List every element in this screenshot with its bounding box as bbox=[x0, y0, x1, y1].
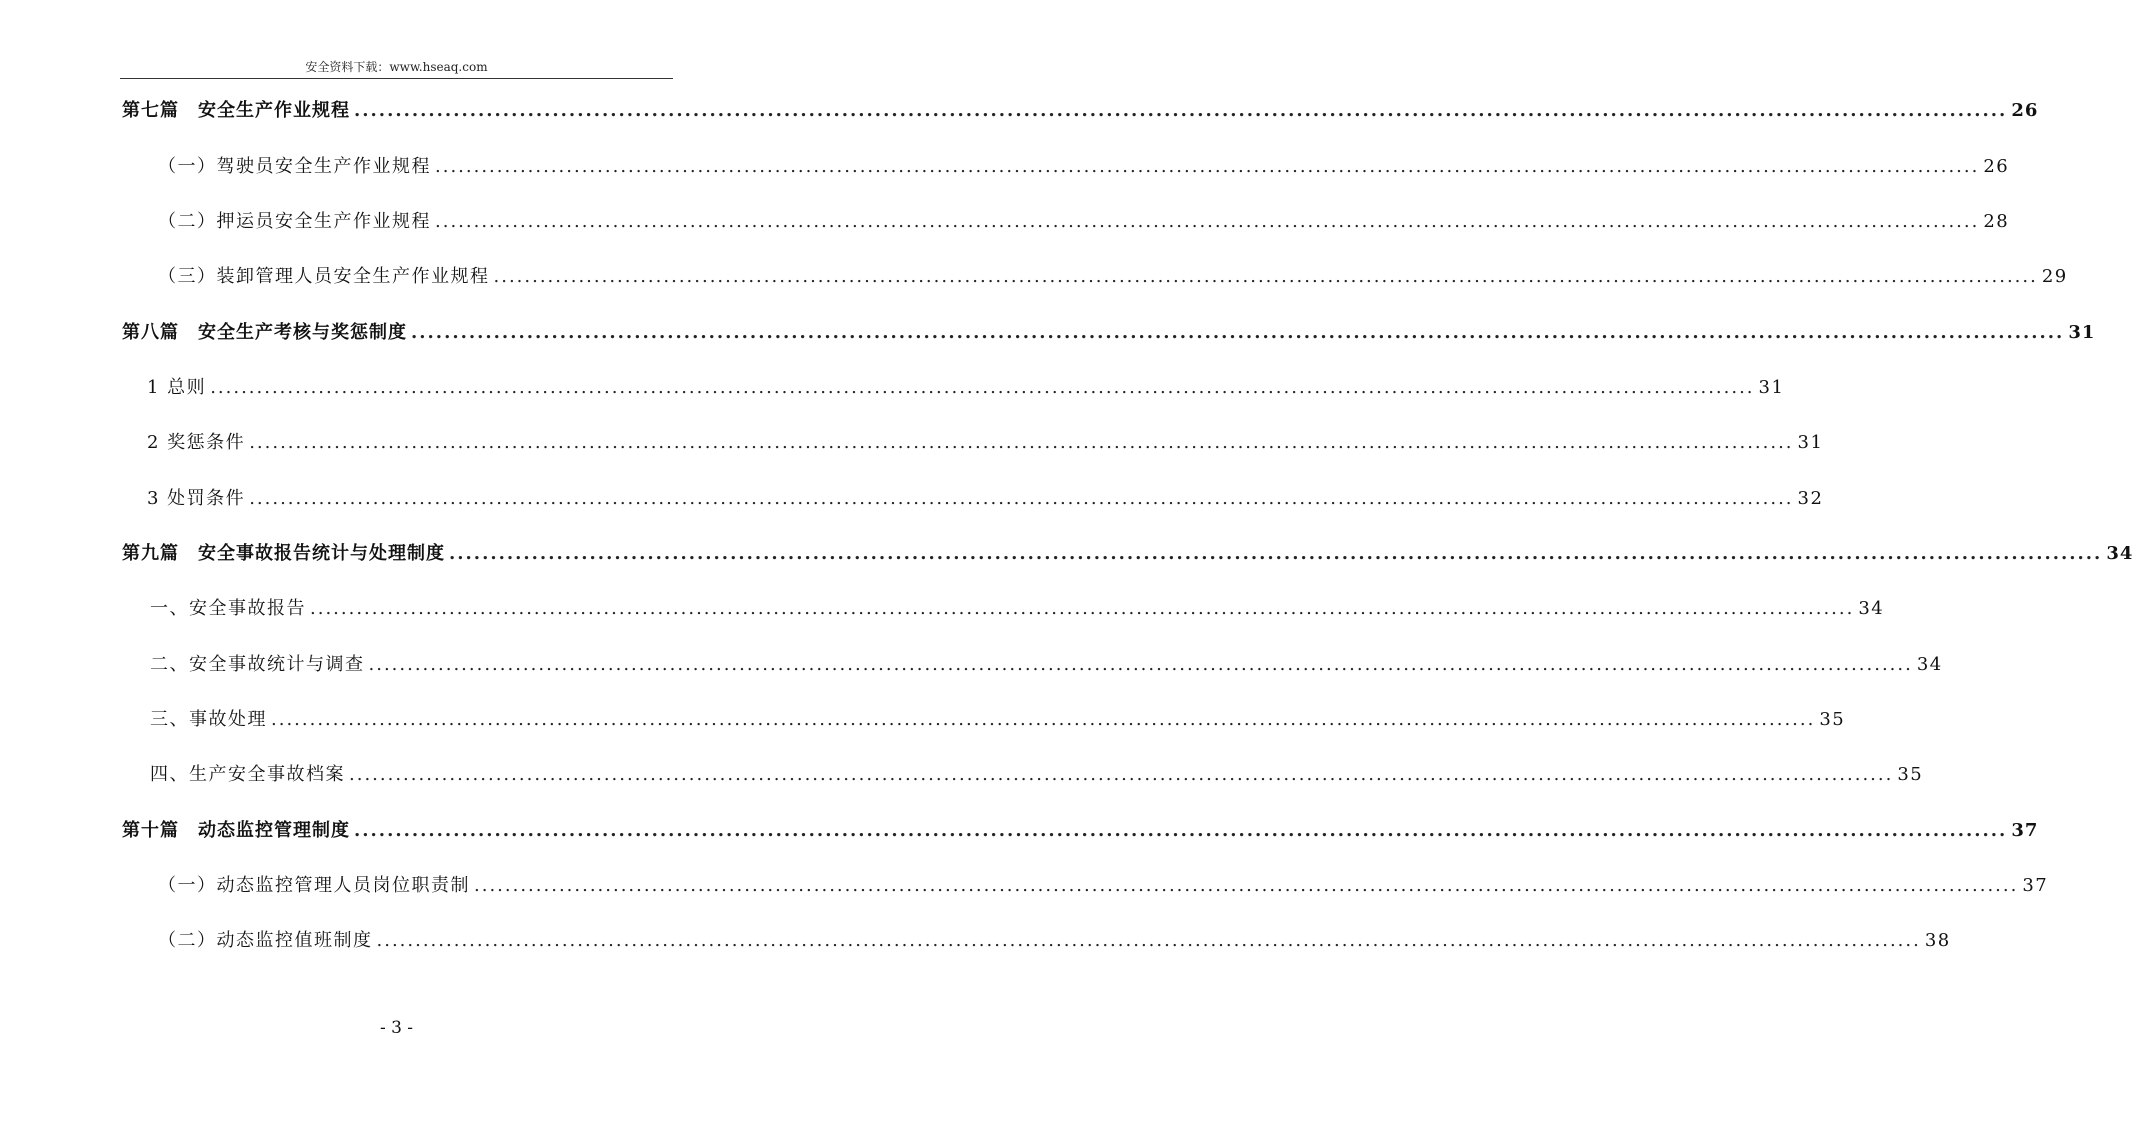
header-divider bbox=[120, 78, 673, 79]
toc-entry[interactable] bbox=[122, 96, 2039, 126]
toc-entry-title: 3 处罚条件 bbox=[147, 488, 246, 509]
toc-entry-title: 一、安全事故报告 bbox=[150, 598, 306, 619]
dot-leader: ........................................................................................................................................................................................................ bbox=[376, 930, 1921, 951]
dot-leader: ........................................................................................................................................................................................................ bbox=[411, 322, 2065, 343]
dot-leader: ........................................................................................................................................................................................................ bbox=[354, 100, 2008, 121]
header-text: 安全资料下载：www.hseaq.com bbox=[305, 60, 488, 74]
toc-entry-title: （一）动态监控管理人员岗位职责制 bbox=[158, 875, 470, 896]
dot-leader: ........................................................................................................................................................................................................ bbox=[310, 598, 1855, 619]
toc-entry-title: 2 奖惩条件 bbox=[147, 432, 246, 453]
toc-entry-title: 三、事故处理 bbox=[150, 709, 267, 730]
toc-entry-page: 37 bbox=[2022, 875, 2049, 896]
toc-entry-title: 第七篇 安全生产作业规程 bbox=[122, 100, 350, 121]
toc-entry[interactable] bbox=[150, 594, 1885, 624]
toc-entry[interactable] bbox=[158, 207, 2010, 237]
toc-entry[interactable] bbox=[122, 318, 2096, 348]
dot-leader: ........................................................................................................................................................................................................ bbox=[368, 654, 1913, 675]
toc-entry[interactable] bbox=[150, 760, 1924, 790]
toc-entry[interactable] bbox=[122, 539, 2133, 569]
toc-entry-page: 28 bbox=[1983, 211, 2010, 232]
dot-leader: ........................................................................................................................................................................................................ bbox=[449, 543, 2103, 564]
toc-entry-page: 31 bbox=[1797, 432, 1824, 453]
toc-entry-page: 34 bbox=[1858, 598, 1885, 619]
page-number: - 3 - bbox=[379, 1018, 414, 1038]
toc-entry-title: 第九篇 安全事故报告统计与处理制度 bbox=[122, 543, 445, 564]
dot-leader: ........................................................................................................................................................................................................ bbox=[493, 266, 2038, 287]
toc-entry-page: 29 bbox=[2041, 266, 2068, 287]
dot-leader: ........................................................................................................................................................................................................ bbox=[435, 156, 1980, 177]
toc-entry-page: 31 bbox=[2068, 322, 2096, 343]
toc-entry-page: 35 bbox=[1819, 709, 1846, 730]
dot-leader: ........................................................................................................................................................................................................ bbox=[474, 875, 2019, 896]
dot-leader: ........................................................................................................................................................................................................ bbox=[210, 377, 1755, 398]
toc-entry-title: 二、安全事故统计与调查 bbox=[150, 654, 365, 675]
toc-entry-page: 26 bbox=[1983, 156, 2010, 177]
dot-leader: ........................................................................................................................................................................................................ bbox=[435, 211, 1980, 232]
toc-entry-title: （三）装卸管理人员安全生产作业规程 bbox=[158, 266, 490, 287]
toc-entry-page: 38 bbox=[1924, 930, 1951, 951]
dot-leader: ........................................................................................................................................................................................................ bbox=[249, 488, 1794, 509]
toc-entry-page: 37 bbox=[2011, 820, 2039, 841]
toc-entry-title: 第十篇 动态监控管理制度 bbox=[122, 820, 350, 841]
toc-entry-title: （二）押运员安全生产作业规程 bbox=[158, 211, 431, 232]
toc-entry[interactable] bbox=[158, 871, 2049, 901]
toc-entry-title: 四、生产安全事故档案 bbox=[150, 764, 345, 785]
toc-entry-page: 31 bbox=[1758, 377, 1785, 398]
dot-leader: ........................................................................................................................................................................................................ bbox=[349, 764, 1894, 785]
dot-leader: ........................................................................................................................................................................................................ bbox=[271, 709, 1816, 730]
toc-entry-page: 26 bbox=[2011, 100, 2039, 121]
toc-entry-title: （一）驾驶员安全生产作业规程 bbox=[158, 156, 431, 177]
toc-entry-page: 35 bbox=[1897, 764, 1924, 785]
toc-entry[interactable] bbox=[147, 373, 1785, 403]
toc-entry[interactable] bbox=[158, 926, 1951, 956]
toc-entry[interactable] bbox=[147, 428, 1824, 458]
toc-entry[interactable] bbox=[150, 705, 1846, 735]
toc-entry[interactable] bbox=[150, 650, 1943, 680]
toc-entry[interactable] bbox=[122, 816, 2039, 846]
dot-leader: ........................................................................................................................................................................................................ bbox=[354, 820, 2008, 841]
toc-entry-page: 32 bbox=[1797, 488, 1824, 509]
toc-entry-title: 第八篇 安全生产考核与奖惩制度 bbox=[122, 322, 407, 343]
toc-entry-title: 1 总则 bbox=[147, 377, 207, 398]
toc-entry-page: 34 bbox=[1916, 654, 1943, 675]
toc-entry[interactable] bbox=[158, 152, 2010, 182]
toc-entry-page: 34 bbox=[2106, 543, 2133, 564]
toc-entry[interactable] bbox=[147, 484, 1824, 514]
dot-leader: ........................................................................................................................................................................................................ bbox=[249, 432, 1794, 453]
toc-entry[interactable] bbox=[158, 262, 2068, 292]
toc-entry-title: （二）动态监控值班制度 bbox=[158, 930, 373, 951]
